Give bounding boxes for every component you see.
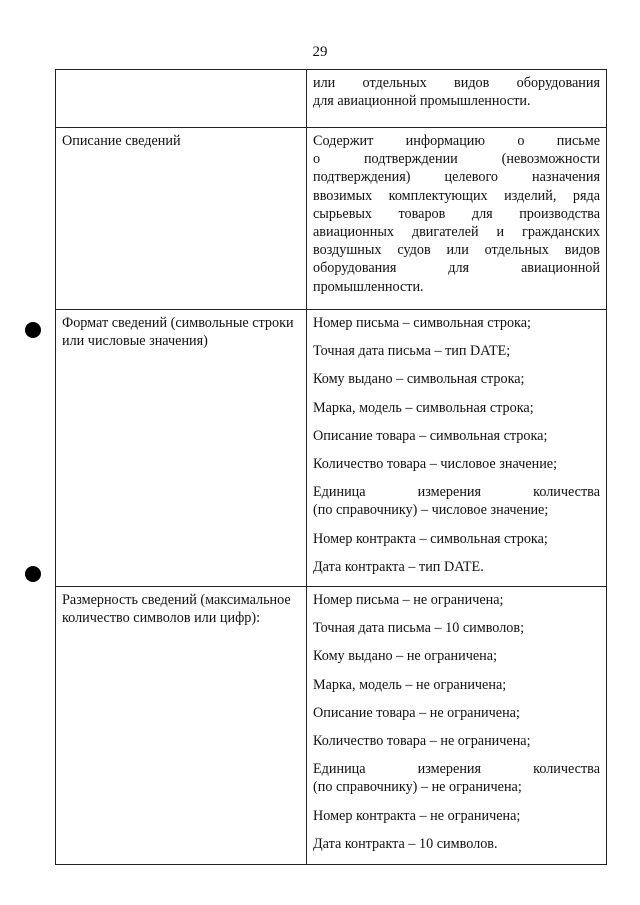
text-line: оборудования для авиационной — [313, 260, 600, 277]
list-item: Марка, модель – символьная строка; — [313, 399, 534, 416]
text-line: (по справочнику) – числовое значение; — [313, 502, 549, 519]
text-line: или отдельных видов оборудования — [313, 75, 600, 91]
list-item: Количество товара – числовое значение; — [313, 456, 558, 473]
list-item: Дата контракта – тип DATE. — [313, 558, 484, 575]
punch-hole-mark — [25, 322, 41, 338]
text-line: сырьевых товаров для производства — [313, 205, 600, 222]
punch-hole-mark — [25, 566, 41, 582]
label-cell — [56, 310, 307, 587]
page-number: 29 — [312, 44, 328, 60]
text-line: авиационных двигателей и гражданских — [313, 224, 600, 241]
list-item: Описание товара – не ограничена; — [313, 704, 520, 721]
value-cell — [307, 587, 607, 865]
text-line: Единица измерения количества — [313, 484, 600, 501]
text-line: ввозимых комплектующих изделий, ряда — [313, 187, 600, 204]
row-label: Размерность сведений (максимальное количество символов или цифр): — [62, 592, 291, 627]
text-line: промышленности. — [313, 278, 424, 295]
label-cell — [56, 70, 307, 128]
text-line: (по справочнику) – не ограничена; — [313, 779, 522, 796]
list-item: Номер письма – не ограничена; — [313, 592, 504, 609]
table-row — [56, 128, 607, 310]
label-cell — [56, 128, 307, 310]
text-line: для авиационной промышленности. — [313, 93, 531, 110]
table-row — [56, 70, 607, 128]
list-item: Кому выдано – символьная строка; — [313, 371, 525, 388]
list-item: Номер контракта – не ограничена; — [313, 807, 521, 824]
text-line: воздушных судов или отдельных видов — [313, 242, 600, 259]
list-item: Марка, модель – не ограничена; — [313, 676, 507, 693]
document-table — [55, 69, 607, 865]
label-cell — [56, 587, 307, 865]
list-item: Точная дата письма – 10 символов; — [313, 620, 525, 637]
value-cell — [307, 128, 607, 310]
list-item: Номер контракта – символьная строка; — [313, 530, 548, 547]
text-line: Содержит информацию о письме — [313, 133, 600, 149]
text-line: Единица измерения количества — [313, 761, 600, 778]
list-item: Кому выдано – не ограничена; — [313, 648, 498, 665]
table-row — [56, 587, 607, 865]
list-item — [313, 483, 600, 519]
list-item: Дата контракта – 10 символов. — [313, 835, 498, 852]
value-cell — [307, 310, 607, 587]
list-item: Описание товара – символьная строка; — [313, 427, 548, 444]
value-cell — [307, 70, 607, 128]
text-line: подтверждения) целевого назначения — [313, 169, 600, 186]
list-item: Номер письма – символьная строка; — [313, 315, 531, 331]
row-label: Описание сведений — [62, 133, 181, 149]
list-item: Точная дата письма – тип DATE; — [313, 343, 511, 360]
list-item: Количество товара – не ограничена; — [313, 733, 531, 750]
text-line: о подтверждении (невозможности — [313, 151, 600, 168]
table-row — [56, 310, 607, 587]
list-item — [313, 760, 600, 796]
row-label: Формат сведений (символьные строки или числовые значения) — [62, 315, 294, 350]
